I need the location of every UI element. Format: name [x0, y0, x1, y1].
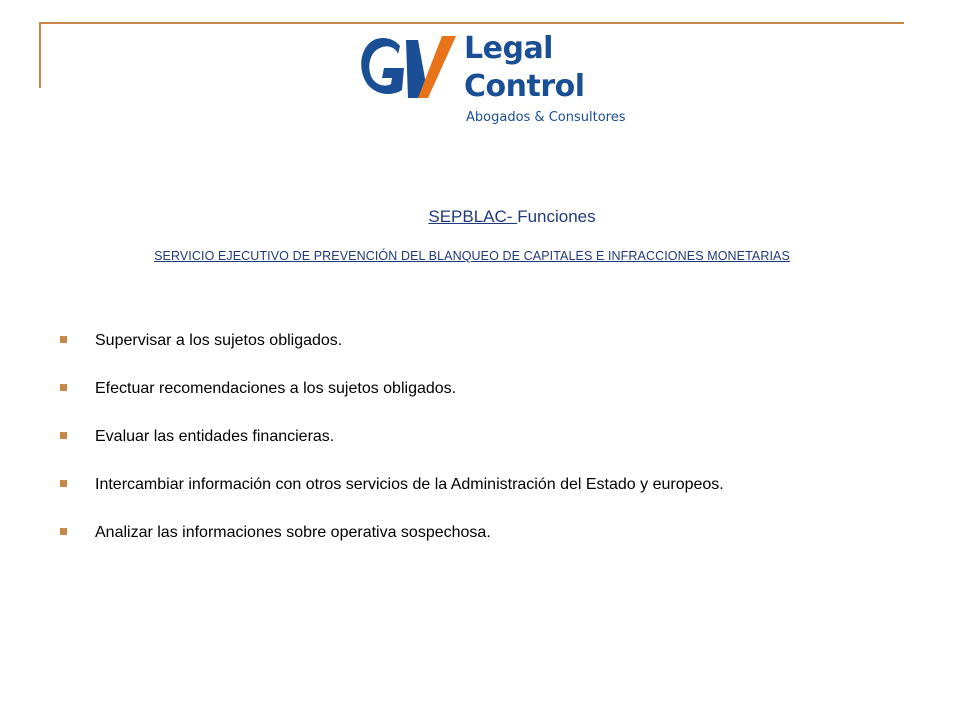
functions-list — [58, 330, 938, 570]
square-bullet-icon — [60, 384, 67, 391]
list-item-text: Intercambiar información con otros servicios de la Administración del Estado y europeos. — [95, 476, 724, 493]
square-bullet-icon — [60, 432, 67, 439]
square-bullet-icon — [60, 528, 67, 535]
list-item-text: Supervisar a los sujetos obligados. — [95, 332, 343, 349]
gv-logo-mark — [356, 32, 461, 107]
frame-left-line — [39, 22, 41, 88]
list-item — [58, 378, 938, 426]
logo-tagline: Abogados & Consultores — [466, 110, 626, 125]
slide-subtitle: SERVICIO EJECUTIVO DE PREVENCIÓN DEL BLANQUEO DE CAPITALES E INFRACCIONES MONETARIAS — [154, 249, 790, 263]
title-acronym: SEPBLAC- — [428, 207, 518, 226]
list-item-text: Analizar las informaciones sobre operativa sospechosa. — [95, 524, 491, 541]
slide-title — [0, 206, 960, 228]
list-item — [58, 330, 938, 378]
list-item — [58, 474, 938, 522]
list-item — [58, 426, 938, 474]
list-item-text: Evaluar las entidades financieras. — [95, 428, 335, 445]
company-logo — [356, 30, 646, 130]
title-word: Funciones — [517, 207, 596, 226]
list-item — [58, 522, 938, 570]
square-bullet-icon — [60, 336, 67, 343]
list-item-text: Efectuar recomendaciones a los sujetos obligados. — [95, 380, 457, 397]
square-bullet-icon — [60, 480, 67, 487]
logo-text-control: Control — [464, 69, 585, 104]
frame-top-line — [40, 22, 904, 24]
logo-text-legal: Legal — [464, 31, 553, 66]
